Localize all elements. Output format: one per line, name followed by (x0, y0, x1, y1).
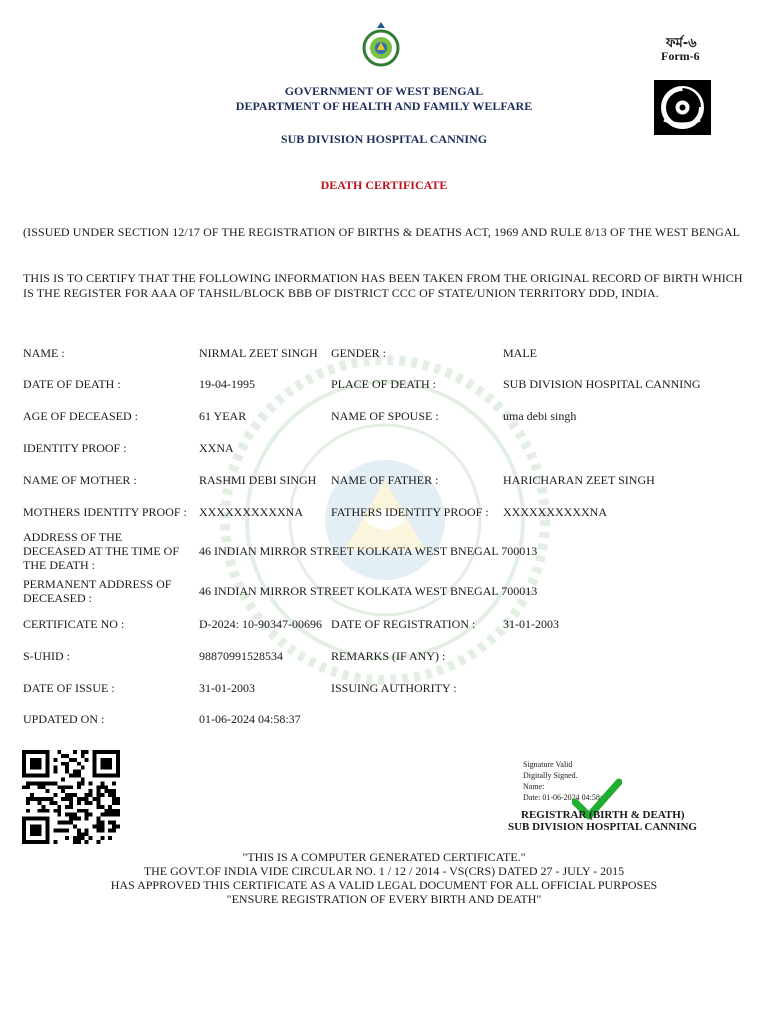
age-value: 61 YEAR (199, 409, 247, 423)
date-of-registration-value: 31-01-2003 (503, 617, 559, 631)
hospital-title: SUB DIVISION HOSPITAL CANNING (280, 132, 488, 146)
issuing-authority-label: ISSUING AUTHORITY : (331, 681, 457, 695)
father-identity-label: FATHERS IDENTITY PROOF : (331, 505, 489, 519)
signature-valid-text: Signature Valid (523, 760, 573, 769)
form-number-bengali: ফর্ম-৬ (666, 36, 697, 51)
father-identity-value: XXXXXXXXXXNA (503, 505, 607, 519)
document-title: DEATH CERTIFICATE (320, 178, 448, 192)
gender-label: GENDER : (331, 346, 386, 360)
address-at-death-value: 46 INDIAN MIRROR STREET KOLKATA WEST BNEGAL 700013 (199, 544, 538, 558)
signature-date-text: Date: 01-06-2024 04:58:37 (523, 793, 611, 802)
mother-identity-value: XXXXXXXXXXNA (199, 505, 303, 519)
spouse-label: NAME OF SPOUSE : (331, 409, 439, 423)
registrar-title: REGISTRAR (BIRTH & DEATH) (521, 809, 685, 821)
signature-name-text: Name: (523, 782, 545, 791)
issued-under-text: (ISSUED UNDER SECTION 12/17 OF THE REGISTRATION OF BIRTHS & DEATHS ACT, 1969 AND RULE 8/13 OF THE WEST BENGAL (23, 225, 741, 239)
updated-on-label: UPDATED ON : (23, 712, 105, 726)
place-of-death-value: SUB DIVISION HOSPITAL CANNING (503, 377, 701, 391)
spouse-value: uma debi singh (503, 409, 577, 423)
date-of-death-value: 19-04-1995 (199, 377, 255, 391)
gender-value: MALE (503, 346, 537, 360)
form-number: Form-6 (661, 49, 700, 63)
date-of-death-label: DATE OF DEATH : (23, 377, 121, 391)
permanent-address-label: PERMANENT ADDRESS OF DECEASED : (23, 577, 172, 605)
age-label: AGE OF DECEASED : (23, 409, 139, 423)
name-value: NIRMAL ZEET SINGH (199, 346, 318, 360)
registrar-hospital: SUB DIVISION HOSPITAL CANNING (508, 821, 697, 833)
name-label: NAME : (23, 346, 65, 360)
certificate-no-value: D-2024: 10-90347-00696 (199, 617, 322, 631)
mother-name-value: RASHMI DEBI SINGH (199, 473, 317, 487)
father-name-value: HARICHARAN ZEET SINGH (503, 473, 655, 487)
certify-text: THIS IS TO CERTIFY THAT THE FOLLOWING INFORMATION HAS BEEN TAKEN FROM THE ORIGINAL RECORD OF BIRTH WHICH IS THE REGISTER FOR AAA OF TAHSIL/BLOCK BBB OF DISTRICT CCC OF STATE/UNION TERRITORY DDD, INDIA. (23, 271, 743, 300)
place-of-death-label: PLACE OF DEATH : (331, 377, 437, 391)
footer-ensure-registration: "ENSURE REGISTRATION OF EVERY BIRTH AND DEATH" (226, 892, 542, 906)
mother-identity-label: MOTHERS IDENTITY PROOF : (23, 505, 187, 519)
footer-valid-document: HAS APPROVED THIS CERTIFICATE AS A VALID LEGAL DOCUMENT FOR ALL OFFICIAL PURPOSES (110, 878, 658, 892)
date-of-issue-label: DATE OF ISSUE : (23, 681, 115, 695)
updated-on-value: 01-06-2024 04:58:37 (199, 712, 301, 726)
certificate-no-label: CERTIFICATE NO : (23, 617, 125, 631)
date-of-issue-value: 31-01-2003 (199, 681, 255, 695)
department-title: DEPARTMENT OF HEALTH AND FAMILY WELFARE (235, 99, 533, 113)
father-name-label: NAME OF FATHER : (331, 473, 439, 487)
suhid-label: S-UHID : (23, 649, 70, 663)
footer-circular: THE GOVT.OF INDIA VIDE CIRCULAR NO. 1 / 12 / 2014 - VS(CRS) DATED 27 - JULY - 2015 (143, 864, 625, 878)
watermark-seal-icon (215, 350, 555, 690)
date-of-registration-label: DATE OF REGISTRATION : (331, 617, 476, 631)
digitally-signed-text: Digitally Signed. (523, 771, 578, 780)
emblem-icon (361, 20, 401, 68)
qr-code-icon[interactable] (22, 750, 120, 844)
government-title: GOVERNMENT OF WEST BENGAL (284, 84, 484, 98)
suhid-value: 98870991528534 (199, 649, 283, 663)
identity-proof-value: XXNA (199, 441, 234, 455)
footer-computer-generated: "THIS IS A COMPUTER GENERATED CERTIFICATE." (242, 850, 526, 864)
permanent-address-value: 46 INDIAN MIRROR STREET KOLKATA WEST BNEGAL 700013 (199, 584, 538, 598)
mother-name-label: NAME OF MOTHER : (23, 473, 137, 487)
address-at-death-label: ADDRESS OF THE DECEASED AT THE TIME OF THE DEATH : (23, 530, 180, 572)
identity-proof-label: IDENTITY PROOF : (23, 441, 127, 455)
remarks-label: REMARKS (IF ANY) : (331, 649, 446, 663)
